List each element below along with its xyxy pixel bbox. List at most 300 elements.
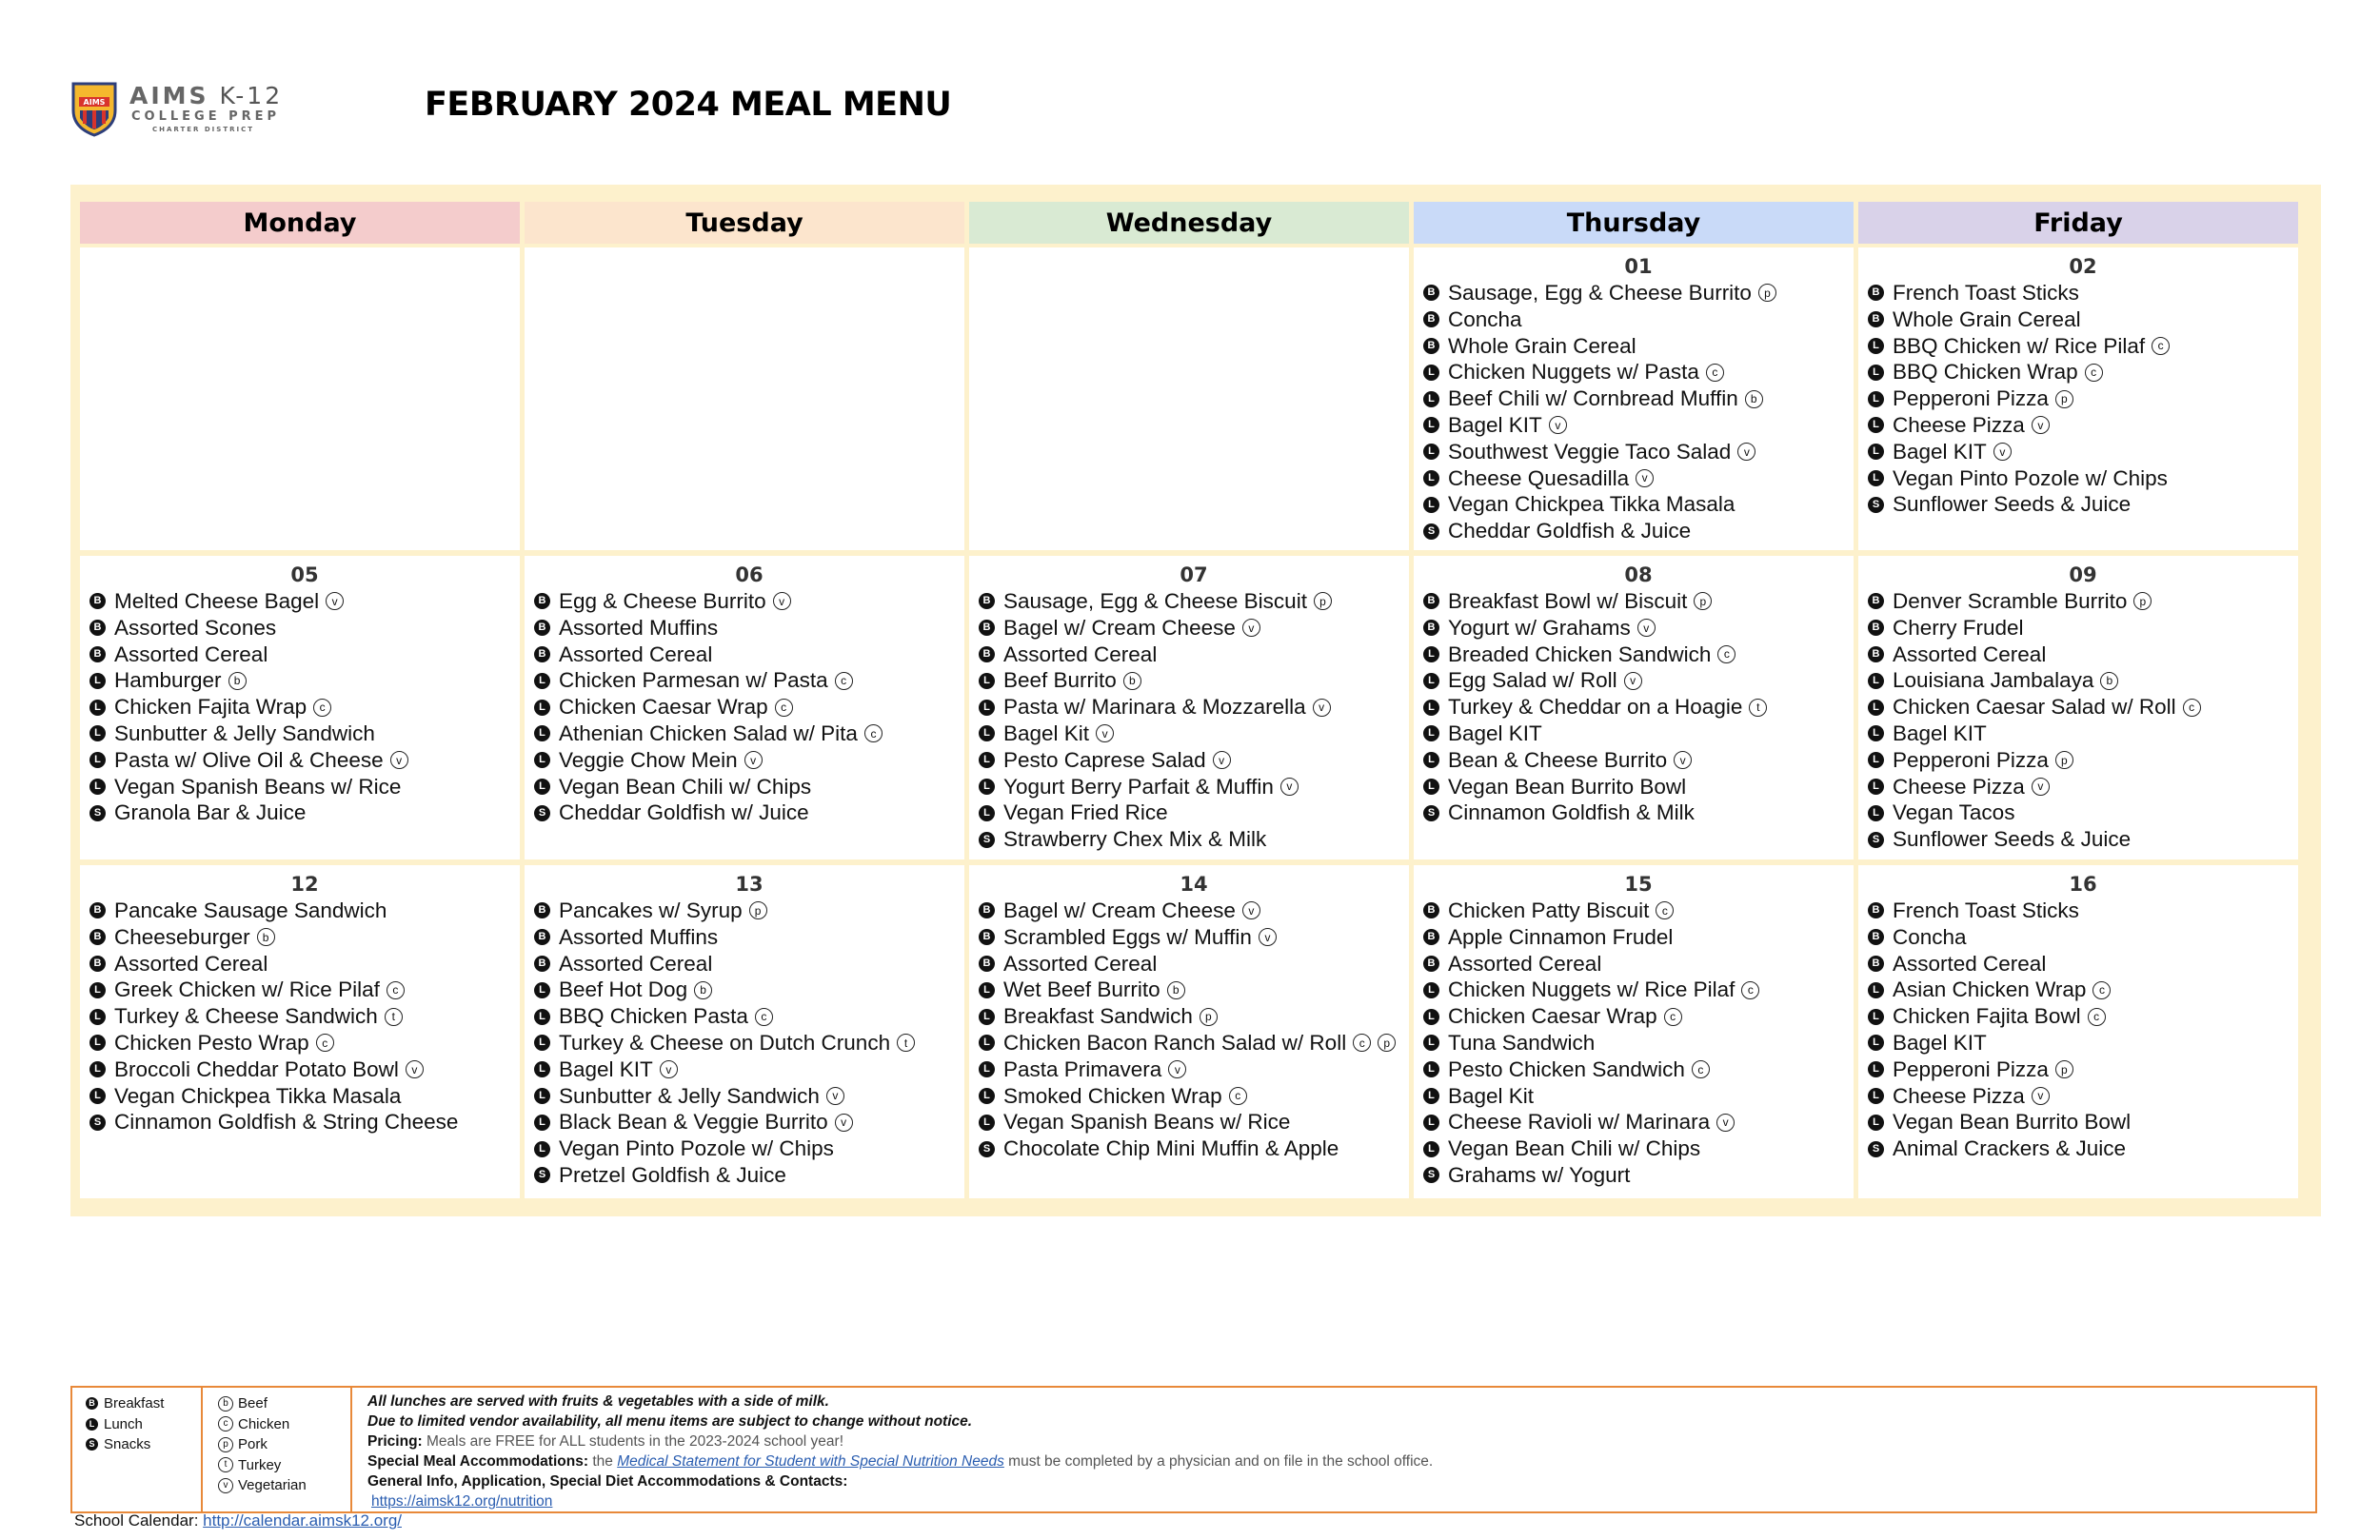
lunch-icon: L — [1423, 1088, 1439, 1104]
lunch-icon: L — [86, 1418, 98, 1431]
menu-item — [1423, 898, 1854, 924]
breakfast-icon: B — [534, 929, 550, 945]
menu-item-name: Sunbutter & Jelly Sandwich — [559, 1083, 820, 1108]
day-date: 13 — [735, 873, 764, 896]
note-general-info: General Info, Application, Special Diet Accommodations & Contacts: — [367, 1473, 848, 1490]
menu-item — [534, 1162, 964, 1189]
lunch-icon: L — [534, 725, 550, 741]
menu-item-name: Black Bean & Veggie Burrito — [559, 1110, 828, 1135]
menu-item-name: Pepperoni Pizza — [1893, 747, 2049, 772]
v-protein-icon: v — [1313, 699, 1331, 717]
snack-icon: S — [1423, 805, 1439, 821]
day-header-thursday: Thursday — [1414, 202, 1854, 244]
breakfast-icon: B — [1868, 285, 1884, 301]
menu-item — [1868, 385, 2298, 412]
menu-item-name: Broccoli Cheddar Potato Bowl — [114, 1056, 399, 1081]
menu-item-name: Vegan Bean Burrito Bowl — [1448, 774, 1687, 799]
breakfast-icon: B — [979, 902, 995, 918]
breakfast-icon: B — [534, 620, 550, 636]
lunch-icon: L — [1868, 982, 1884, 998]
menu-item-name: Beef Burrito — [1003, 668, 1117, 693]
menu-item — [1868, 694, 2298, 721]
menu-item-name: Louisiana Jambalaya — [1893, 668, 2094, 693]
breakfast-icon: B — [89, 902, 106, 918]
menu-item-name: Grahams w/ Yogurt — [1448, 1162, 1631, 1187]
menu-item — [1868, 439, 2298, 465]
lunch-icon: L — [1423, 1115, 1439, 1131]
day-cell-05 — [80, 556, 520, 859]
menu-item-name: Bagel KIT — [1893, 721, 1987, 745]
menu-item — [1423, 951, 1854, 977]
day-cell-08 — [1414, 556, 1854, 859]
chicken-icon: c — [218, 1416, 233, 1431]
menu-item-name: Breaded Chicken Sandwich — [1448, 642, 1712, 666]
menu-item — [979, 1056, 1409, 1083]
school-calendar-link[interactable]: http://calendar.aimsk12.org/ — [203, 1511, 402, 1530]
lunch-icon: L — [979, 673, 995, 689]
lunch-icon: L — [979, 725, 995, 741]
protein-legend — [203, 1388, 352, 1511]
c-protein-icon: c — [313, 699, 331, 717]
menu-item-name: Asian Chicken Wrap — [1893, 977, 2087, 1002]
menu-item-name: Sausage, Egg & Cheese Biscuit — [1003, 589, 1307, 613]
menu-item — [1423, 747, 1854, 774]
p-protein-icon: p — [1694, 592, 1712, 610]
menu-item — [979, 1109, 1409, 1135]
menu-item-name: Cheese Pizza — [1893, 774, 2025, 799]
snack-icon: S — [1868, 1141, 1884, 1157]
lunch-icon: L — [1423, 444, 1439, 460]
menu-item — [1423, 1109, 1854, 1135]
legend-footer — [70, 1386, 2317, 1513]
lunch-icon: L — [89, 673, 106, 689]
v-protein-icon: v — [1624, 672, 1642, 690]
lunch-icon: L — [89, 1061, 106, 1077]
menu-item — [1423, 385, 1854, 412]
lunch-icon: L — [979, 1035, 995, 1051]
menu-item-name: Cheese Pizza — [1893, 1083, 2025, 1108]
lunch-icon: L — [534, 1035, 550, 1051]
v-protein-icon: v — [660, 1060, 678, 1078]
menu-item — [1423, 774, 1854, 800]
lunch-icon: L — [1423, 391, 1439, 407]
menu-item-name: French Toast Sticks — [1893, 281, 2079, 305]
menu-item-name: Vegan Chickpea Tikka Masala — [114, 1083, 402, 1108]
menu-item-name: BBQ Chicken Pasta — [559, 1004, 748, 1029]
legend-meal-row — [86, 1393, 201, 1414]
empty-day-cell — [80, 247, 520, 550]
menu-item-name: Beef Chili w/ Cornbread Muffin — [1448, 386, 1738, 411]
menu-item-name: French Toast Sticks — [1893, 898, 2079, 922]
menu-item-name: Chicken Nuggets w/ Pasta — [1448, 360, 1699, 385]
menu-item-name: Vegan Tacos — [1893, 800, 2015, 825]
p-protein-icon: p — [1200, 1008, 1218, 1026]
lunch-icon: L — [534, 1141, 550, 1157]
district-logo — [70, 80, 299, 141]
menu-item-name: Chicken Nuggets w/ Rice Pilaf — [1448, 977, 1735, 1002]
c-protein-icon: c — [1706, 364, 1724, 382]
menu-item — [979, 1083, 1409, 1110]
snack-icon: S — [89, 805, 106, 821]
p-protein-icon: p — [2055, 751, 2073, 769]
lunch-icon: L — [534, 1061, 550, 1077]
breakfast-icon: B — [534, 902, 550, 918]
menu-item — [89, 1083, 520, 1110]
menu-item — [979, 1135, 1409, 1162]
menu-item-name: Pasta w/ Marinara & Mozzarella — [1003, 695, 1306, 720]
menu-item-name: Vegan Spanish Beans w/ Rice — [1003, 1110, 1291, 1135]
menu-item — [534, 774, 964, 800]
note-availability: Due to limited vendor availability, all menu items are subject to change without notice. — [367, 1413, 973, 1430]
menu-item — [1868, 721, 2298, 747]
menu-item-name: Breakfast Sandwich — [1003, 1004, 1193, 1029]
menu-item-name: Cinnamon Goldfish & String Cheese — [114, 1110, 459, 1135]
menu-item — [1868, 977, 2298, 1003]
lunch-icon: L — [1423, 1009, 1439, 1025]
day-date: 08 — [1624, 563, 1653, 586]
menu-item — [534, 1135, 964, 1162]
day-header-tuesday: Tuesday — [525, 202, 964, 244]
day-date: 16 — [2069, 873, 2097, 896]
menu-item-name: Granola Bar & Juice — [114, 800, 307, 825]
day-cell-15 — [1414, 865, 1854, 1198]
t-protein-icon: t — [897, 1034, 915, 1052]
legend-label: Vegetarian — [238, 1477, 307, 1493]
day-cell-13 — [525, 865, 964, 1198]
menu-item — [89, 1003, 520, 1030]
page-title: FEBRUARY 2024 MEAL MENU — [425, 86, 952, 124]
day-cell-02 — [1858, 247, 2298, 550]
menu-item — [89, 747, 520, 774]
day-date: 07 — [1180, 563, 1208, 586]
menu-item — [979, 615, 1409, 642]
menu-item — [1423, 694, 1854, 721]
menu-item — [979, 721, 1409, 747]
menu-item — [1868, 1109, 2298, 1135]
menu-item-name: Whole Grain Cereal — [1893, 306, 2081, 331]
p-protein-icon: p — [1314, 592, 1332, 610]
lunch-icon: L — [89, 725, 106, 741]
menu-item — [979, 951, 1409, 977]
menu-item — [979, 1030, 1409, 1056]
day-date: 05 — [290, 563, 319, 586]
lunch-icon: L — [534, 1115, 550, 1131]
menu-item — [89, 924, 520, 951]
menu-item — [1423, 306, 1854, 333]
menu-item — [1868, 667, 2298, 694]
menu-item-name: Chicken Fajita Bowl — [1893, 1004, 2081, 1029]
c-protein-icon: c — [835, 672, 853, 690]
menu-item — [1868, 359, 2298, 385]
breakfast-icon: B — [89, 646, 106, 662]
menu-item-name: Assorted Cereal — [1003, 642, 1158, 666]
lunch-icon: L — [1868, 805, 1884, 821]
menu-item — [1868, 826, 2298, 853]
c-protein-icon: c — [864, 724, 883, 742]
menu-item-name: Assorted Cereal — [114, 642, 268, 666]
breakfast-icon: B — [534, 593, 550, 609]
menu-item-name: Cheddar Goldfish & Juice — [1448, 519, 1692, 543]
shield-icon — [70, 80, 118, 137]
menu-item-name: Assorted Muffins — [559, 615, 719, 640]
menu-item-name: Chicken Parmesan w/ Pasta — [559, 668, 828, 693]
menu-item-name: Egg & Cheese Burrito — [559, 589, 766, 613]
v-protein-icon: v — [2032, 416, 2050, 434]
menu-item — [979, 924, 1409, 951]
menu-item-name: Concha — [1448, 306, 1522, 331]
menu-item-name: Cheese Ravioli w/ Marinara — [1448, 1110, 1711, 1135]
menu-item — [1868, 924, 2298, 951]
menu-item-name: Bagel KIT — [1448, 412, 1542, 437]
breakfast-icon: B — [1868, 593, 1884, 609]
day-cell-14 — [969, 865, 1409, 1198]
menu-item — [534, 694, 964, 721]
lunch-icon: L — [1868, 444, 1884, 460]
lunch-icon: L — [1423, 646, 1439, 662]
menu-item — [1868, 642, 2298, 668]
menu-item — [534, 1083, 964, 1110]
lunch-icon: L — [534, 700, 550, 716]
c-protein-icon: c — [775, 699, 793, 717]
logo-wordmark: AIMS K-12 — [129, 82, 284, 109]
menu-item-name: Pepperoni Pizza — [1893, 386, 2049, 411]
menu-item-name: Vegan Bean Burrito Bowl — [1893, 1110, 2132, 1135]
menu-item-name: Vegan Spanish Beans w/ Rice — [114, 774, 402, 799]
legend-meal-row — [86, 1414, 201, 1435]
breakfast-icon: B — [979, 646, 995, 662]
menu-item-name: Cinnamon Goldfish & Milk — [1448, 800, 1695, 825]
menu-item — [979, 694, 1409, 721]
c-protein-icon: c — [2092, 981, 2111, 999]
day-header-monday: Monday — [80, 202, 520, 244]
c-protein-icon: c — [1692, 1060, 1710, 1078]
menu-item — [89, 800, 520, 826]
b-protein-icon: b — [1745, 390, 1763, 408]
day-date: 14 — [1180, 873, 1208, 896]
menu-item — [1423, 1135, 1854, 1162]
menu-item-name: Assorted Cereal — [114, 951, 268, 976]
menu-item — [1423, 1056, 1854, 1083]
day-cell-09 — [1858, 556, 2298, 859]
c-protein-icon: c — [2183, 699, 2201, 717]
t-protein-icon: t — [1749, 699, 1767, 717]
lunch-icon: L — [1423, 700, 1439, 716]
menu-item — [89, 951, 520, 977]
snack-icon: S — [979, 1141, 995, 1157]
menu-item — [1868, 615, 2298, 642]
c-protein-icon: c — [2152, 337, 2170, 355]
lunch-icon: L — [1868, 752, 1884, 768]
lunch-icon: L — [89, 1009, 106, 1025]
v-protein-icon: v — [1259, 928, 1277, 946]
menu-item-name: Southwest Veggie Taco Salad — [1448, 439, 1732, 464]
menu-item-name: Assorted Cereal — [1893, 951, 2047, 976]
legend-protein-row — [218, 1475, 350, 1496]
menu-item-name: Cheeseburger — [114, 924, 250, 949]
menu-item-name: Chicken Bacon Ranch Salad w/ Roll — [1003, 1030, 1347, 1055]
menu-item-name: Smoked Chicken Wrap — [1003, 1083, 1222, 1108]
c-protein-icon: c — [1717, 645, 1735, 663]
lunch-icon: L — [1868, 417, 1884, 433]
lunch-icon: L — [1868, 391, 1884, 407]
nutrition-link[interactable]: https://aimsk12.org/nutrition — [371, 1493, 553, 1510]
menu-item — [979, 800, 1409, 826]
menu-item — [534, 588, 964, 615]
menu-item-name: Denver Scramble Burrito — [1893, 589, 2128, 613]
menu-item — [534, 800, 964, 826]
menu-item-name: Assorted Cereal — [1003, 951, 1158, 976]
snack-icon: S — [1423, 1167, 1439, 1183]
menu-item-name: Chicken Caesar Salad w/ Roll — [1893, 695, 2176, 720]
menu-item-name: Pancakes w/ Syrup — [559, 898, 743, 922]
menu-item-name: Pancake Sausage Sandwich — [114, 898, 387, 922]
footer-notes — [367, 1392, 2300, 1511]
v-protein-icon: v — [1096, 724, 1114, 742]
lunch-icon: L — [1868, 725, 1884, 741]
lunch-icon: L — [1868, 779, 1884, 795]
lunch-icon: L — [1868, 700, 1884, 716]
legend-label: Snacks — [104, 1436, 151, 1452]
menu-item-name: Sunflower Seeds & Juice — [1893, 492, 2132, 517]
v-protein-icon: v — [2032, 1087, 2050, 1105]
menu-item-name: Cheese Pizza — [1893, 412, 2025, 437]
menu-item-name: Beef Hot Dog — [559, 977, 688, 1002]
lunch-icon: L — [89, 1088, 106, 1104]
lunch-icon: L — [1423, 470, 1439, 486]
menu-item-name: Vegan Chickpea Tikka Masala — [1448, 492, 1735, 517]
menu-item-name: Melted Cheese Bagel — [114, 589, 320, 613]
lunch-icon: L — [979, 1009, 995, 1025]
breakfast-icon: B — [1868, 956, 1884, 972]
menu-item — [534, 667, 964, 694]
lunch-icon: L — [1868, 1088, 1884, 1104]
menu-item — [1423, 412, 1854, 439]
menu-item — [89, 721, 520, 747]
v-protein-icon: v — [1213, 751, 1231, 769]
menu-item-name: Vegan Fried Rice — [1003, 800, 1168, 825]
lunch-icon: L — [1868, 470, 1884, 486]
lunch-icon: L — [1423, 982, 1439, 998]
menu-item — [979, 588, 1409, 615]
breakfast-icon: B — [979, 929, 995, 945]
meal-calendar — [70, 185, 2321, 1216]
legend-meal-row — [86, 1434, 201, 1455]
menu-item — [1423, 642, 1854, 668]
menu-item — [1423, 359, 1854, 385]
menu-item-name: Athenian Chicken Salad w/ Pita — [559, 721, 858, 745]
menu-item-name: Wet Beef Burrito — [1003, 977, 1160, 1002]
c-protein-icon: c — [755, 1008, 773, 1026]
menu-item-name: Breakfast Bowl w/ Biscuit — [1448, 589, 1688, 613]
menu-item — [1423, 1003, 1854, 1030]
v-protein-icon: v — [390, 751, 408, 769]
menu-item — [1423, 439, 1854, 465]
lunch-icon: L — [534, 673, 550, 689]
breakfast-icon: B — [1868, 311, 1884, 327]
lunch-icon: L — [89, 752, 106, 768]
menu-item — [1423, 1083, 1854, 1110]
menu-item — [1423, 333, 1854, 360]
breakfast-icon: B — [979, 620, 995, 636]
menu-item — [534, 977, 964, 1003]
lunch-icon: L — [1423, 365, 1439, 381]
menu-item — [534, 924, 964, 951]
menu-item — [1423, 280, 1854, 306]
day-cell-07 — [969, 556, 1409, 859]
menu-item-name: Assorted Scones — [114, 615, 277, 640]
beef-icon: b — [218, 1396, 233, 1412]
legend-protein-row — [218, 1393, 350, 1414]
menu-item — [1868, 1083, 2298, 1110]
v-protein-icon: v — [406, 1060, 424, 1078]
svg-text:AIMS: AIMS — [83, 98, 106, 107]
menu-item — [1868, 306, 2298, 333]
menu-item — [534, 951, 964, 977]
v-protein-icon: v — [744, 751, 763, 769]
menu-item — [534, 1030, 964, 1056]
menu-item — [979, 642, 1409, 668]
day-date: 02 — [2069, 255, 2097, 278]
menu-item-name: Sunbutter & Jelly Sandwich — [114, 721, 375, 745]
menu-item — [534, 1056, 964, 1083]
breakfast-icon: B — [1423, 902, 1439, 918]
menu-item — [1868, 465, 2298, 492]
breakfast-icon: B — [89, 620, 106, 636]
lunch-icon: L — [979, 1061, 995, 1077]
menu-item — [979, 747, 1409, 774]
menu-item-name: Veggie Chow Mein — [559, 747, 738, 772]
menu-item — [1423, 924, 1854, 951]
logo-subtitle: COLLEGE PREP — [131, 109, 281, 124]
meal-type-legend — [72, 1388, 203, 1511]
day-date: 12 — [290, 873, 319, 896]
lunch-icon: L — [534, 1009, 550, 1025]
legend-protein-row — [218, 1455, 350, 1476]
b-protein-icon: b — [2100, 672, 2118, 690]
lunch-icon: L — [534, 1088, 550, 1104]
lunch-icon: L — [979, 805, 995, 821]
menu-item-name: Vegan Pinto Pozole w/ Chips — [1893, 465, 2168, 490]
menu-item-name: Yogurt w/ Grahams — [1448, 615, 1631, 640]
menu-item-name: Turkey & Cheddar on a Hoagie — [1448, 695, 1743, 720]
day-cell-01 — [1414, 247, 1854, 550]
menu-item-name: Pesto Chicken Sandwich — [1448, 1056, 1685, 1081]
lunch-icon: L — [1423, 1141, 1439, 1157]
menu-item-name: Bagel KIT — [1893, 439, 1987, 464]
legend-protein-row — [218, 1434, 350, 1455]
medical-statement-link[interactable]: Medical Statement for Student with Special Nutrition Needs — [617, 1453, 1004, 1470]
menu-item — [1868, 747, 2298, 774]
menu-item — [1423, 588, 1854, 615]
empty-day-cell — [969, 247, 1409, 550]
breakfast-icon: B — [1868, 902, 1884, 918]
breakfast-icon: B — [1423, 956, 1439, 972]
menu-item-name: Cheddar Goldfish w/ Juice — [559, 800, 809, 825]
breakfast-icon: B — [534, 646, 550, 662]
lunch-icon: L — [979, 982, 995, 998]
menu-item — [534, 1003, 964, 1030]
menu-item — [89, 1030, 520, 1056]
lunch-icon: L — [979, 752, 995, 768]
lunch-icon: L — [534, 779, 550, 795]
menu-item-name: Scrambled Eggs w/ Muffin — [1003, 924, 1252, 949]
v-protein-icon: v — [1242, 901, 1260, 919]
menu-item-name: Apple Cinnamon Frudel — [1448, 924, 1674, 949]
lunch-icon: L — [979, 1088, 995, 1104]
menu-item — [534, 747, 964, 774]
menu-item — [1423, 1162, 1854, 1189]
day-header-wednesday: Wednesday — [969, 202, 1409, 244]
